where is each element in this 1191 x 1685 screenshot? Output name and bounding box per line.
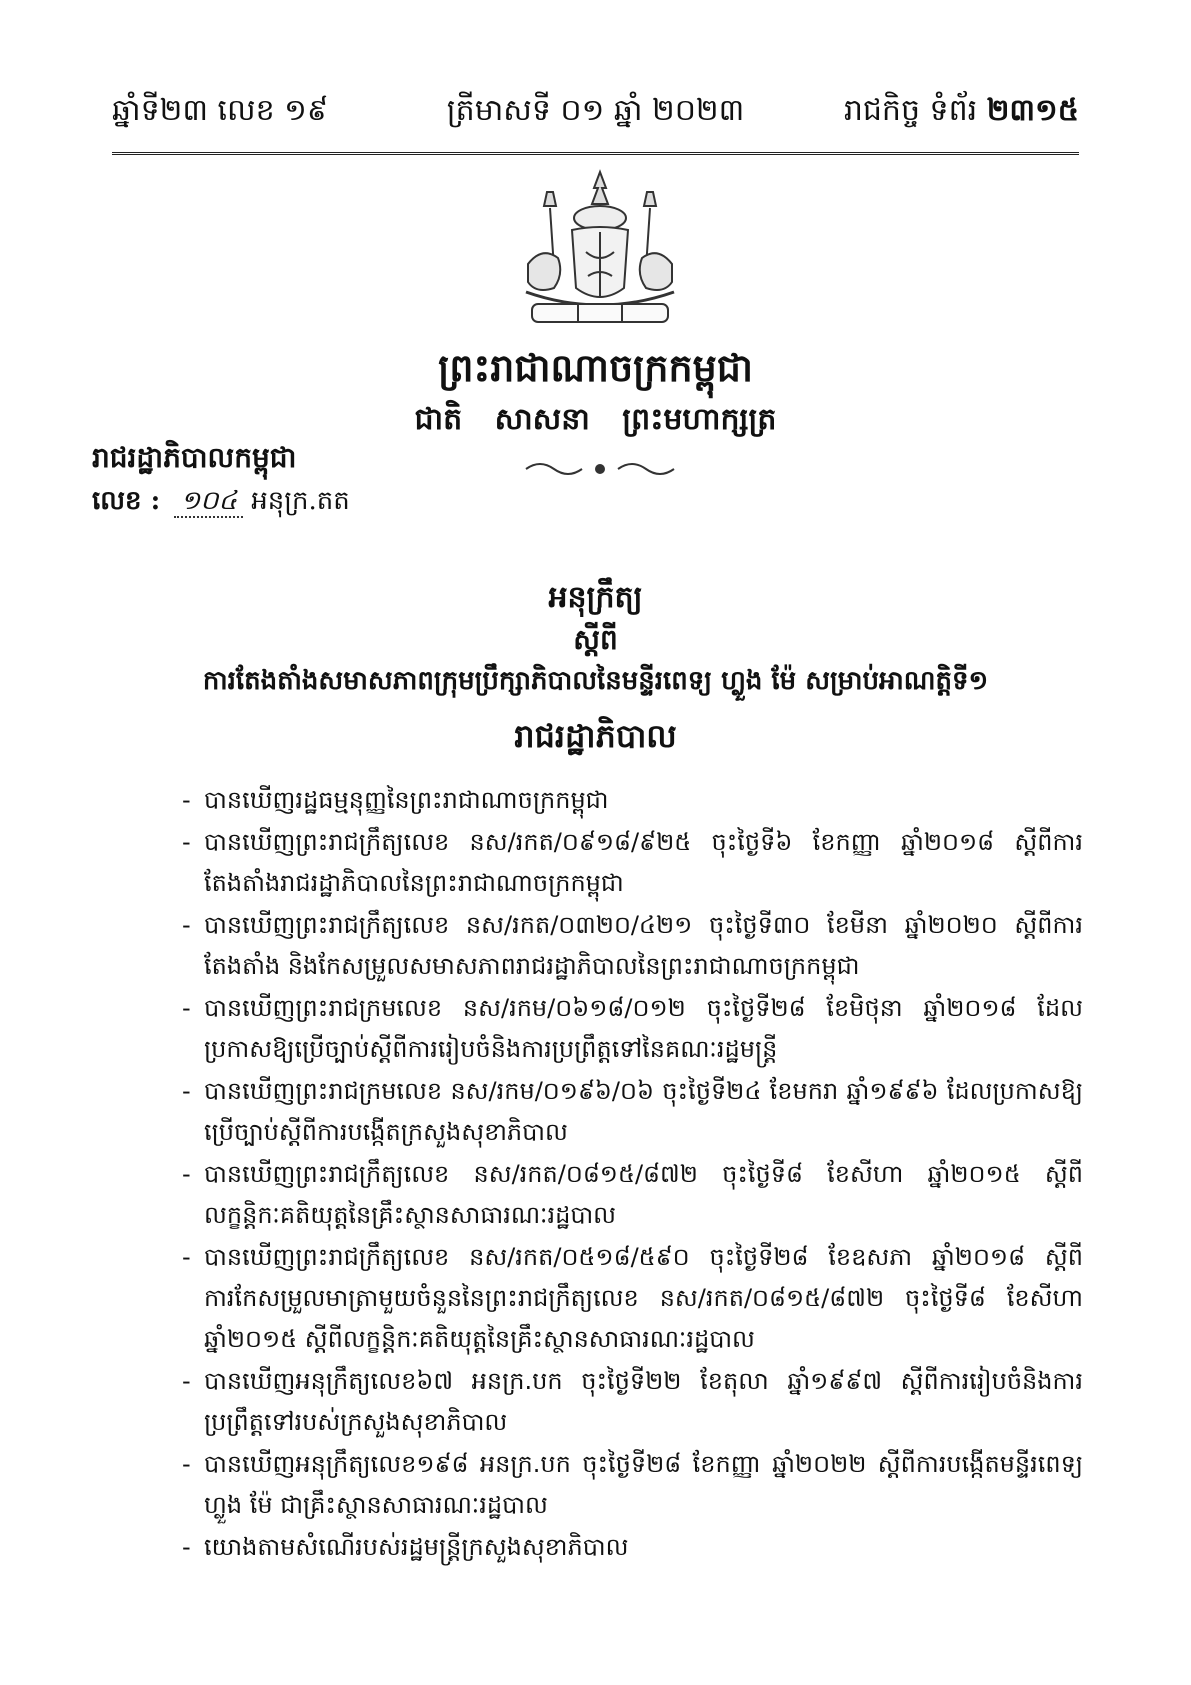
document-title: ការតែងតាំងសមាសភាពក្រុមប្រឹក្សាភិបាលនៃមន្ទីរពេទ្យ ហ្លួង ម៉ែ សម្រាប់អាណត្តិទី១ [202,666,989,696]
list-item: - បានឃើញព្រះរាជក្រឹត្យលេខ នស/រកត/០៥១៨/៥៩០ ចុះថ្ងៃទី២៨ ខែឧសភា ឆ្នាំ២០១៨ ស្តីពីការកែសម្រួលមាត្រាមួយចំនួននៃព្រះរាជក្រឹត្យលេខ នស/រកត/០៨១៥/៨៧២ ចុះថ្ងៃទី៨ ខែសីហា ឆ្នាំ២០១៥ ស្តីពីលក្ខន្តិកៈគតិយុត្តនៃគ្រឹះស្ថានសាធារណៈរដ្ឋបាល [182,1237,1083,1360]
reference-number [92,484,350,522]
list-item: - បានឃើញអនុក្រឹត្យលេខ៦៧ អនក្រ.បក ចុះថ្ងៃទី២២ ខែតុលា ឆ្នាំ១៩៩៧ ស្តីពីការរៀបចំនិងការប្រព្រឹត្តទៅរបស់ក្រសួងសុខាភិបាល [182,1361,1083,1443]
preamble-clauses [182,780,1083,1569]
gazette-header [112,86,1079,136]
national-motto: ជាតិ សាសនា ព្រះមហាក្សត្រ [414,402,777,437]
kingdom-name: ព្រះរាជាណាចក្រកម្ពុជា [438,345,753,390]
ornament-divider-icon [520,456,680,482]
reference-handwritten-number: ១០៤ [174,486,243,518]
list-item: - បានឃើញព្រះរាជក្រឹត្យលេខ នស/រកត/០៣២០/៤២១ ចុះថ្ងៃទី៣០ ខែមីនា ឆ្នាំ២០២០ ស្តីពីការតែងតាំង និងកែសម្រួលសមាសភាពរាជរដ្ឋាភិបាលនៃព្រះរាជាណាចក្រកម្ពុជា [182,905,1083,987]
reference-label: លេខ : [92,486,161,516]
list-item: - បានឃើញព្រះរាជក្រឹត្យលេខ នស/រកត/០៩១៨/៩២៥ ចុះថ្ងៃទី៦ ខែកញ្ញា ឆ្នាំ២០១៨ ស្តីពីការតែងតាំងរាជរដ្ឋាភិបាលនៃព្រះរាជាណាចក្រកម្ពុជា [182,822,1083,904]
list-item: - បានឃើញព្រះរាជក្រឹត្យលេខ នស/រកត/០៨១៥/៨៧២ ចុះថ្ងៃទី៨ ខែសីហា ឆ្នាំ២០១៥ ស្តីពីលក្ខន្តិកៈគតិយុត្តនៃគ្រឹះស្ថានសាធារណៈរដ្ឋបាល [182,1154,1083,1236]
list-item: - បានឃើញព្រះរាជក្រមលេខ នស/រកម/០៦១៨/០១២ ចុះថ្ងៃទី២៨ ខែមិថុនា ឆ្នាំ២០១៨ ដែលប្រកាសឱ្យប្រើច្បាប់ស្តីពីការរៀបចំនិងការប្រព្រឹត្តទៅនៃគណៈរដ្ឋមន្ត្រី [182,988,1083,1070]
gazette-quarter: ត្រីមាសទី ០១ ឆ្នាំ ២០២៣ [446,93,745,128]
document-type: អនុក្រឹត្យ [548,580,643,615]
header-rule [112,152,1079,155]
page-label: រាជកិច្ច ទំព័រ [843,93,978,128]
list-item: - យោងតាមសំណើរបស់រដ្ឋមន្ត្រីក្រសួងសុខាភិបាល [182,1527,1083,1568]
document-issuer: រាជរដ្ឋាភិបាល [514,717,677,755]
royal-coat-of-arms-icon [510,168,690,338]
gazette-page [844,86,1079,136]
government-name: រាជរដ្ឋាភិបាលកម្ពុជា [92,441,297,474]
page-number: ២៣១៥ [986,93,1079,128]
list-item: - បានឃើញរដ្ឋធម្មនុញ្ញនៃព្រះរាជាណាចក្រកម្ពុជា [182,780,1083,821]
document-about: ស្តីពី [573,623,618,656]
gazette-issue: ឆ្នាំទី២៣ លេខ ១៩ [112,93,329,128]
list-item: - បានឃើញអនុក្រឹត្យលេខ១៩៨ អនក្រ.បក ចុះថ្ងៃទី២៨ ខែកញ្ញា ឆ្នាំ២០២២ ស្តីពីការបង្កើតមន្ទីរពេទ្យ ហ្លួង ម៉ែ ជាគ្រឹះស្ថានសាធារណៈរដ្ឋបាល [182,1444,1083,1526]
list-item: - បានឃើញព្រះរាជក្រមលេខ នស/រកម/០១៩៦/០៦ ចុះថ្ងៃទី២៤ ខែមករា ឆ្នាំ១៩៩៦ ដែលប្រកាសឱ្យប្រើច្បាប់ស្តីពីការបង្កើតក្រសួងសុខាភិបាល [182,1071,1083,1153]
reference-suffix: អនុក្រ.តត [251,486,350,516]
